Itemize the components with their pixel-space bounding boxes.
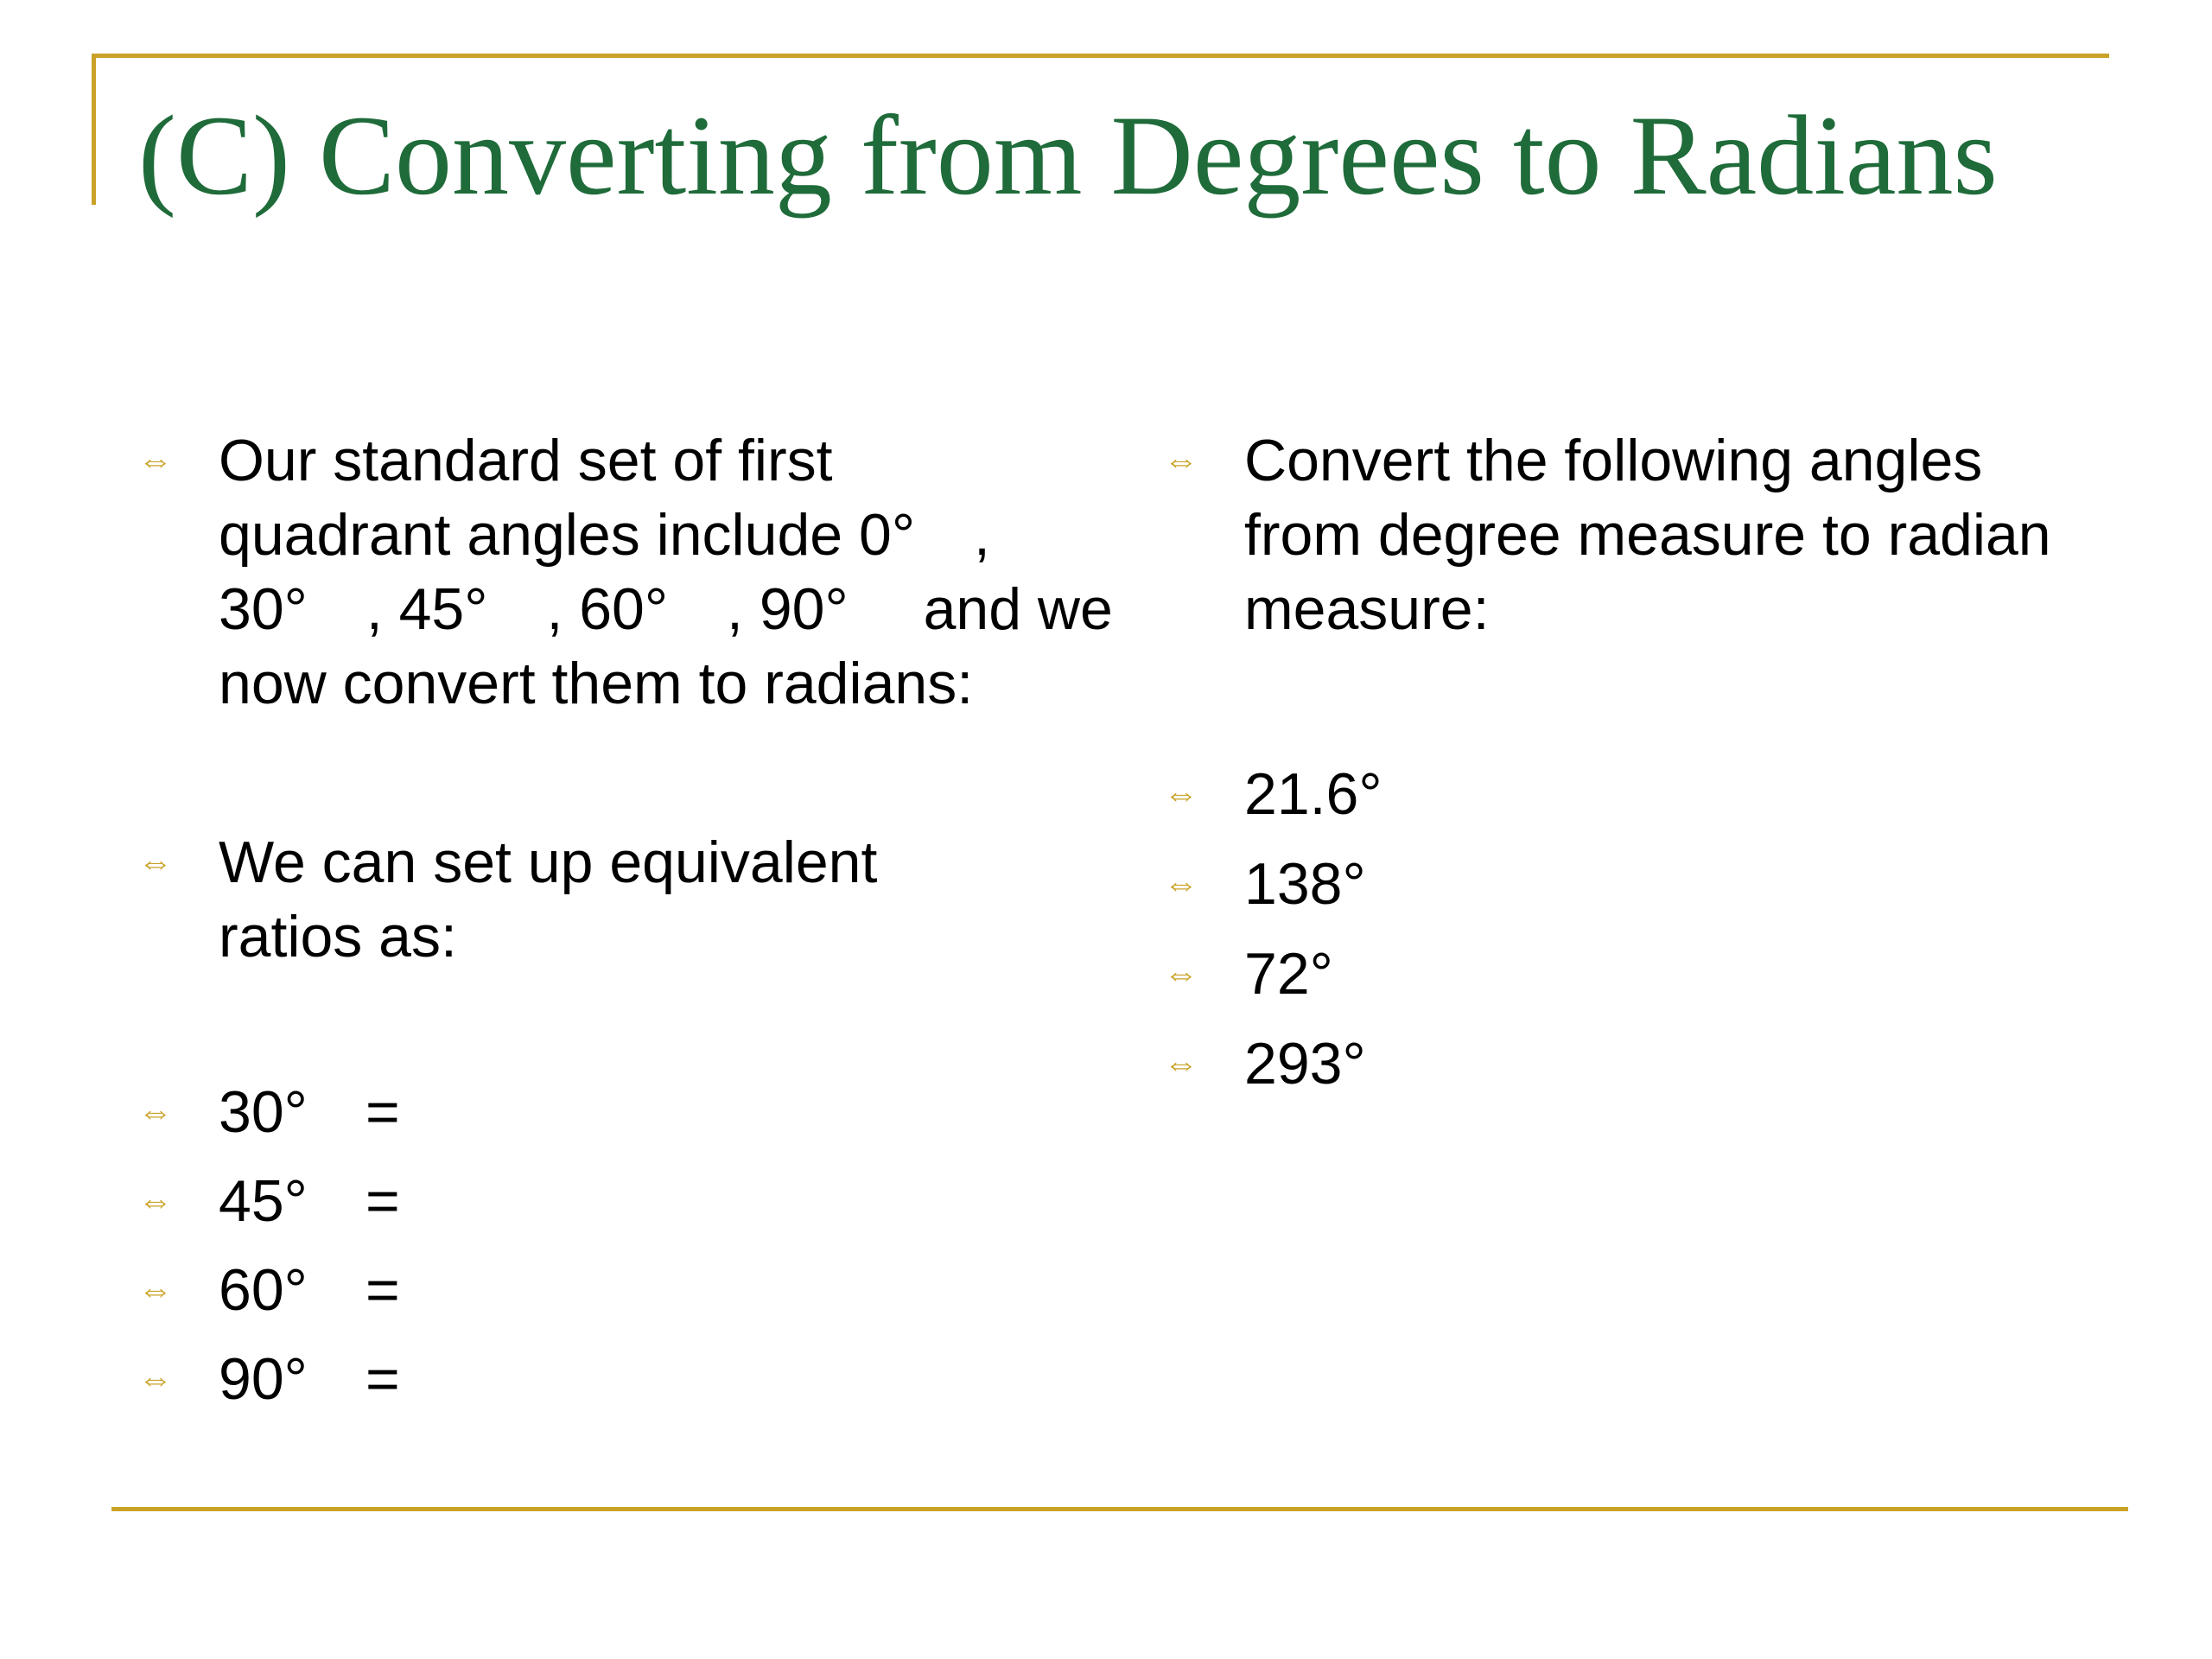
intro-line-4: now convert them to radians: xyxy=(219,651,974,716)
bullet-prompt xyxy=(1164,423,2158,646)
prompt-line-2: from degree measure to radian xyxy=(1244,502,2051,568)
conversion-item xyxy=(138,1075,1132,1149)
left-rule xyxy=(92,54,96,205)
intro-line-2: quadrant angles include 0° , xyxy=(219,502,990,568)
exercise-angle-item xyxy=(1164,847,2158,921)
left-right-arrow-icon: ⇔ xyxy=(138,1093,173,1131)
left-right-arrow-icon: ⇔ xyxy=(138,442,173,480)
intro-line-1: Our standard set of first xyxy=(219,428,833,493)
left-right-arrow-icon: ⇔ xyxy=(138,843,173,881)
conversion-item xyxy=(138,1342,1132,1416)
exercise-angle-item xyxy=(1164,1027,2158,1101)
conversion-angle: 60° xyxy=(219,1257,308,1323)
exercise-angle-item xyxy=(1164,937,2158,1011)
exercise-angle: 138° xyxy=(1244,851,1366,917)
exercise-angle-item xyxy=(1164,757,2158,831)
equals-sign: = xyxy=(365,1346,400,1412)
bottom-rule xyxy=(111,1507,2128,1511)
equals-sign: = xyxy=(365,1257,400,1323)
slide-title: (C) Converting from Degrees to Radians xyxy=(138,92,1998,219)
intro-line-3: 30° , 45° , 60° , 90° and we xyxy=(219,576,1113,642)
left-right-arrow-icon: ⇔ xyxy=(1164,865,1198,903)
left-right-arrow-icon: ⇔ xyxy=(1164,775,1198,813)
bullet-intro xyxy=(138,423,1132,721)
left-right-arrow-icon: ⇔ xyxy=(138,1182,173,1220)
left-right-arrow-icon: ⇔ xyxy=(138,1271,173,1309)
conversion-angle: 90° xyxy=(219,1346,308,1412)
conversion-item xyxy=(138,1253,1132,1327)
exercise-angle: 72° xyxy=(1244,941,1333,1007)
bullet-ratios xyxy=(138,825,1132,974)
prompt-line-3: measure: xyxy=(1244,576,1490,642)
left-right-arrow-icon: ⇔ xyxy=(1164,1045,1198,1083)
exercise-angle: 293° xyxy=(1244,1031,1366,1096)
exercise-angle: 21.6° xyxy=(1244,761,1382,827)
conversion-item xyxy=(138,1164,1132,1238)
left-right-arrow-icon: ⇔ xyxy=(138,1360,173,1398)
equals-sign: = xyxy=(365,1079,400,1145)
left-right-arrow-icon: ⇔ xyxy=(1164,955,1198,993)
prompt-line-1: Convert the following angles xyxy=(1244,428,1983,493)
equals-sign: = xyxy=(365,1168,400,1234)
ratio-line-2: ratios as: xyxy=(219,904,457,969)
right-column xyxy=(1164,423,2158,1101)
conversion-angle: 45° xyxy=(219,1168,308,1234)
conversion-angle: 30° xyxy=(219,1079,308,1145)
ratio-line-1: We can set up equivalent xyxy=(219,830,878,895)
left-right-arrow-icon: ⇔ xyxy=(1164,442,1198,480)
left-column xyxy=(138,423,1132,1416)
top-rule xyxy=(92,54,2109,58)
